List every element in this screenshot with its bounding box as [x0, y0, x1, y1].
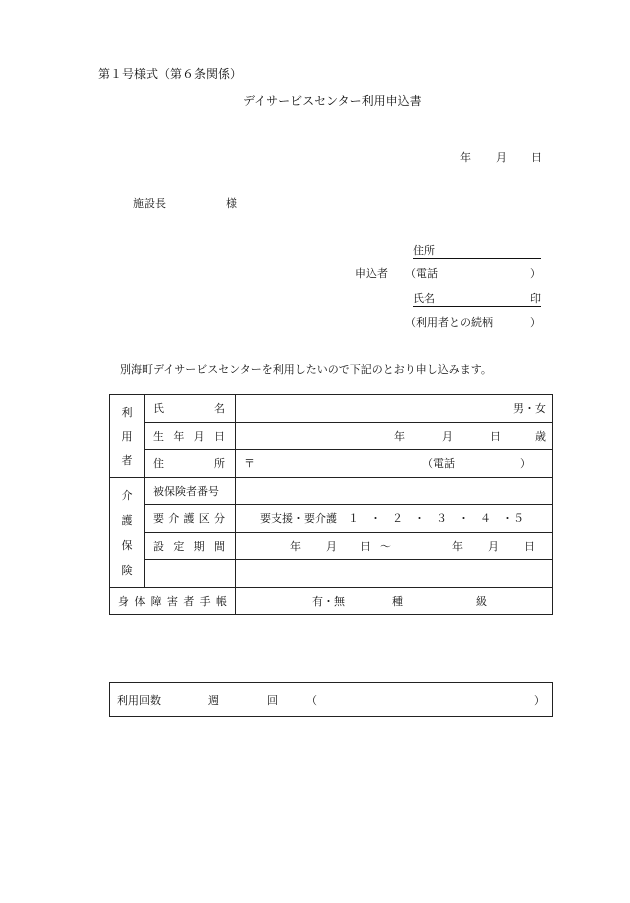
label-char: 年	[173, 429, 185, 443]
birth-day-unit: 日	[490, 429, 501, 443]
period-end-year: 年	[452, 539, 463, 553]
table-row-period	[110, 532, 553, 560]
label-char: 名	[214, 402, 225, 416]
label-char: 害	[166, 594, 178, 608]
form-title: デイサービスセンター利用申込書	[243, 94, 422, 108]
postal-mark: 〒	[244, 457, 255, 471]
applicant-label: 申込者	[355, 267, 388, 280]
disability-grade: 級	[476, 594, 487, 608]
applicant-address-label: 住所	[413, 244, 435, 257]
date-year: 年	[460, 151, 471, 164]
period-tilde: ～	[380, 539, 391, 553]
label-char: 身	[118, 594, 129, 608]
insurance-section-char: 保	[121, 538, 133, 552]
frequency-paren-open: （	[306, 693, 317, 707]
address-phone-close: ）	[520, 457, 531, 471]
applicant-name-label: 氏名	[413, 292, 435, 305]
period-start-day: 日	[360, 539, 371, 553]
applicant-phone-open: （電話	[405, 267, 438, 280]
period-end-month: 月	[488, 539, 499, 553]
address-field[interactable]	[236, 450, 553, 478]
insured-number-text: 被保険者番号	[153, 484, 219, 498]
label-char: 分	[214, 512, 225, 526]
label-char: 体	[134, 594, 146, 608]
applicant-relation-open: （利用者との続柄	[405, 316, 493, 329]
label-char: 者	[183, 594, 195, 608]
date-day: 日	[531, 151, 542, 164]
table-row-address	[110, 450, 553, 478]
label-char: 手	[199, 594, 211, 608]
applicant-relation-close: ）	[530, 316, 541, 329]
user-section-label	[110, 395, 145, 478]
user-section-char: 利	[121, 405, 133, 419]
label-char: 護	[183, 512, 195, 526]
birth-year-unit: 年	[394, 429, 405, 443]
disability-type: 種	[392, 594, 403, 608]
address-phone-open: （電話	[422, 457, 455, 471]
label-char: 日	[213, 429, 225, 443]
label-char: 要	[153, 512, 164, 526]
date-month: 月	[496, 151, 507, 164]
addressee-label: 施設長	[133, 197, 166, 210]
address-label	[145, 450, 236, 478]
care-level-label	[145, 505, 236, 533]
label-char: 設	[153, 539, 164, 553]
disability-field[interactable]	[236, 587, 553, 615]
care-level-options[interactable]: 要支援・要介護 １ ・ ２ ・ ３ ・ ４ ・５	[260, 512, 524, 526]
birth-month-unit: 月	[442, 429, 453, 443]
table-row-care-level	[110, 505, 553, 533]
application-table	[109, 394, 553, 615]
period-field[interactable]	[236, 532, 553, 560]
label-char: 月	[193, 429, 205, 443]
label-char: 帳	[215, 594, 227, 608]
frequency-label: 利用回数	[117, 693, 161, 707]
insurance-section-label	[110, 477, 145, 587]
period-end-day: 日	[524, 539, 535, 553]
frequency-box[interactable]	[109, 682, 553, 717]
gender-selector[interactable]: 男・女	[513, 402, 546, 416]
birthdate-label	[145, 422, 236, 450]
applicant-address-field[interactable]	[413, 245, 541, 259]
disability-label	[110, 587, 236, 615]
label-char: 定	[173, 539, 185, 553]
care-level-field[interactable]	[236, 505, 553, 533]
table-row-blank	[110, 560, 553, 588]
name-label	[145, 395, 236, 423]
birthdate-field[interactable]	[236, 422, 553, 450]
insurance-section-char: 介	[121, 488, 133, 502]
label-char: 期	[193, 539, 205, 553]
period-start-month: 月	[326, 539, 337, 553]
period-start-year: 年	[290, 539, 301, 553]
label-char: 所	[214, 457, 225, 471]
table-row-disability	[110, 587, 553, 615]
insured-number-label	[145, 477, 236, 505]
label-char: 間	[213, 539, 225, 553]
label-char: 住	[153, 457, 164, 471]
seal-mark: 印	[530, 292, 541, 305]
user-section-char: 者	[121, 453, 133, 467]
age-unit: 歳	[535, 429, 546, 443]
table-row-name	[110, 395, 553, 423]
frequency-times: 回	[267, 693, 278, 707]
label-char: 生	[153, 429, 164, 443]
insurance-section-char: 険	[121, 563, 133, 577]
label-char: 氏	[153, 402, 164, 416]
disability-yesno[interactable]: 有・無	[312, 594, 345, 608]
label-char: 障	[150, 594, 162, 608]
addressee-honorific: 様	[226, 197, 237, 210]
label-char: 区	[198, 512, 210, 526]
applicant-phone-close: ）	[530, 267, 541, 280]
table-row-insured-number	[110, 477, 553, 505]
period-label	[145, 532, 236, 560]
label-char: 介	[168, 512, 180, 526]
insured-number-field[interactable]	[236, 477, 553, 505]
user-section-char: 用	[121, 429, 133, 443]
table-row-birth	[110, 422, 553, 450]
blank-field[interactable]	[236, 560, 553, 588]
form-number: 第１号様式（第６条関係）	[98, 67, 243, 81]
applicant-name-field[interactable]	[413, 293, 541, 307]
blank-label	[145, 560, 236, 588]
insurance-section-char: 護	[121, 513, 133, 527]
name-field[interactable]	[236, 395, 553, 423]
statement: 別海町デイサービスセンターを利用したいので下記のとおり申し込みます。	[120, 363, 492, 376]
frequency-paren-close: ）	[534, 693, 545, 707]
frequency-week: 週	[208, 693, 219, 707]
